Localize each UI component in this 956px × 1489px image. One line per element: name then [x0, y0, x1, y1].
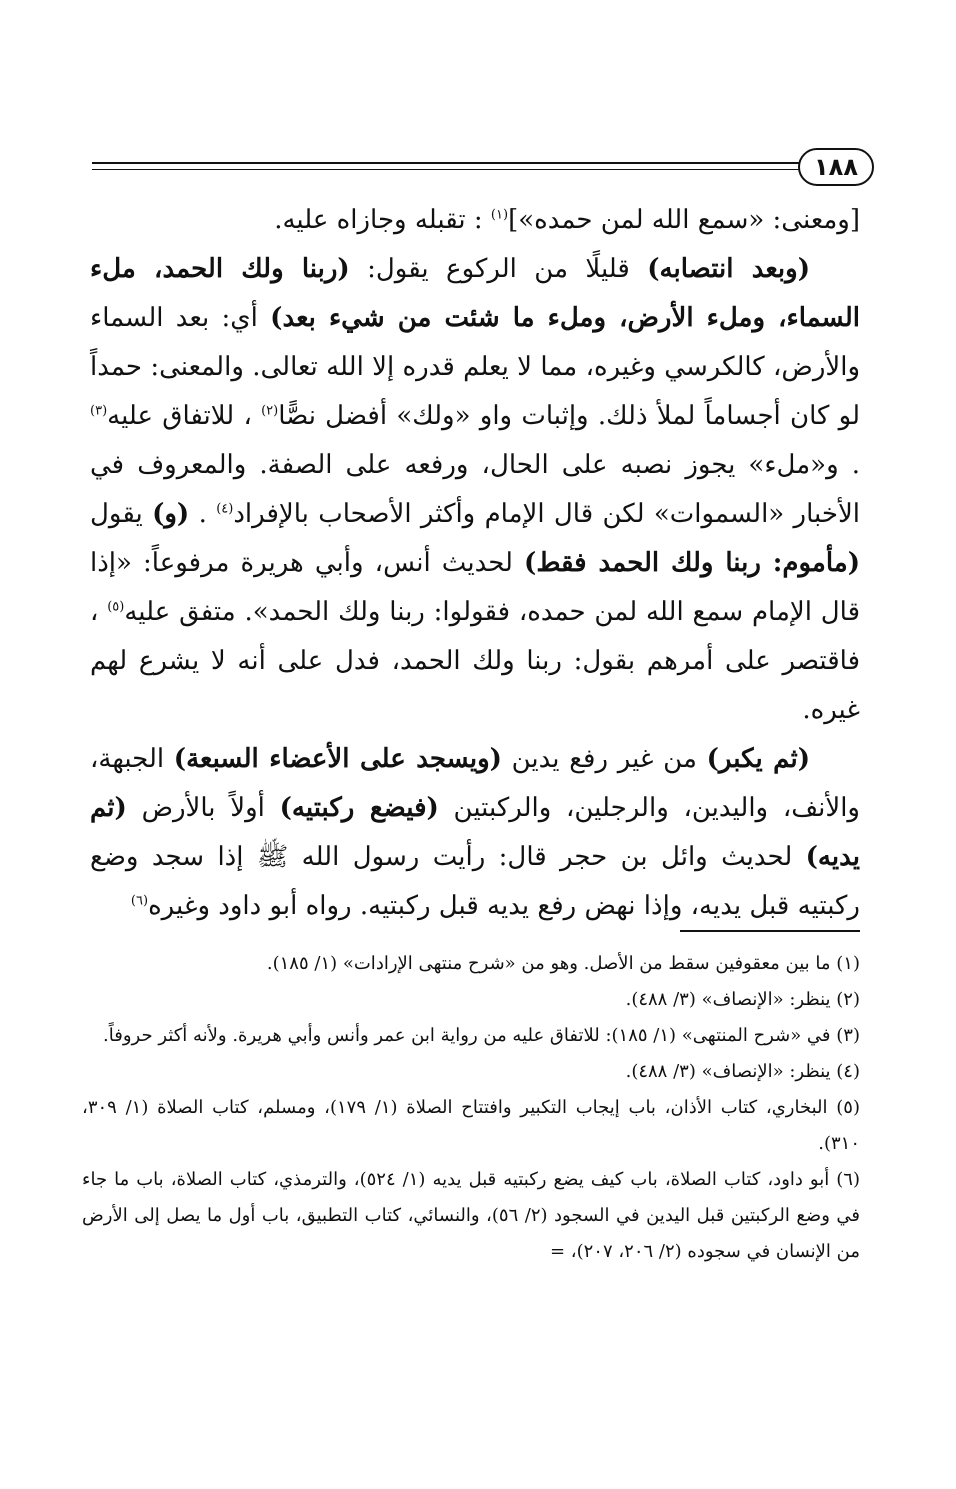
footnote-ref-5: (٥) — [107, 599, 125, 615]
bold-matn: (ربنا ولك الحمد، ملء السماء، وملء الأرض، وملء ما شئت من شيء بعد) — [90, 254, 860, 333]
footnote-4: (٤) ينظر: «الإنصاف» (٣/ ٤٨٨). — [625, 1061, 860, 1082]
text-run: . — [189, 499, 217, 529]
footnote-6: (٦) أبو داود، كتاب الصلاة، باب كيف يضع ركبتيه قبل يديه (١/ ٥٢٤)، والترمذي، كتاب الصلاة، باب ما جاء في وضع الركبتين قبل اليدين في السجود (٢/ ٥٦)، والنسائي، كتاب التطبيق، باب أول ما يصل إلى الأرض من الإنسان في سجوده (٢/ ٢٠٦، ٢٠٧)، = — [82, 1169, 860, 1262]
bold-matn: (ويسجد على الأعضاء السبعة) — [173, 744, 502, 774]
bold-matn: (فيضع ركبتيه) — [279, 793, 439, 823]
text-run: ، فاقتصر على أمرهم بقول: ربنا ولك الحمد، فدل على أنه لا يشرع لهم غيره. — [90, 597, 860, 725]
header-rule-thin — [92, 169, 802, 170]
footnote-ref-2: (٢) — [261, 403, 279, 419]
text-run: لحديث أنس، وأبي هريرة مرفوعاً: «إذا قال الإمام سمع الله لمن حمده، فقولوا: ربنا ولك الحمد». متفق عليه — [90, 548, 861, 627]
text-run: الجبهة، والأنف، واليدين، والرجلين، والركبتين — [90, 744, 860, 823]
bold-matn: (و) — [152, 499, 190, 529]
bold-matn: (ثم يكبر) — [706, 744, 810, 774]
footnote-ref-1: (١) — [490, 207, 509, 223]
text-run: أولاً بالأرض — [126, 793, 280, 823]
text-run: من غير رفع يدين — [501, 744, 707, 774]
bold-matn: (ثم يديه) — [90, 793, 860, 872]
text-run: يقول — [90, 499, 153, 529]
page-number: ١٨٨ — [798, 148, 874, 186]
main-text — [90, 196, 860, 931]
footnotes — [82, 946, 860, 1270]
text-run: : تقبله وجازاه عليه. — [274, 205, 491, 235]
footnote-ref-4: (٤) — [216, 501, 234, 517]
text-run: أي: بعد السماء والأرض، كالكرسي وغيره، مما لا يعلم قدره إلا الله تعالى. والمعنى: حمداً لو كان أجساماً لملأ ذلك. وإثبات واو «ولك» أفضل نصًّا — [90, 303, 860, 431]
footnote-2: (٢) ينظر: «الإنصاف» (٣/ ٤٨٨). — [625, 989, 860, 1010]
footnote-1: (١) ما بين معقوفين سقط من الأصل. وهو من «شرح منتهى الإرادات» (١/ ١٨٥). — [266, 953, 860, 974]
paragraph-2 — [90, 245, 860, 735]
text-run: [ومعنى: «سمع الله لمن حمده»] — [508, 205, 860, 235]
paragraph-3 — [90, 735, 860, 931]
header-rule — [92, 162, 802, 164]
footnote-ref-3: (٣) — [90, 403, 108, 419]
footnote-separator — [680, 930, 860, 932]
footnote-3: (٣) في «شرح المنتهى» (١/ ١٨٥): للاتفاق عليه من رواية ابن عمر وأنس وأبي هريرة. ولأنه أكثر حروفاً. — [103, 1025, 860, 1046]
paragraph-1 — [90, 196, 860, 245]
text-run: قليلًا من الركوع يقول: — [349, 254, 648, 284]
text-run: . و«ملء» يجوز نصبه على الحال، ورفعه على الصفة. والمعروف في الأخبار «السموات» لكن قال الإمام وأكثر الأصحاب بالإفراد — [90, 450, 861, 529]
text-run: لحديث وائل بن حجر قال: رأيت رسول الله ﷺ إذا سجد وضع ركبتيه قبل يديه، وإذا نهض رفع يديه قبل ركبتيه. رواه أبو داود وغيره — [90, 842, 860, 921]
bold-matn: (وبعد انتصابه) — [647, 254, 810, 284]
footnote-ref-6: (٦) — [130, 893, 149, 909]
text-run: ، للاتفاق عليه — [107, 401, 262, 431]
bold-matn: (مأموم: ربنا ولك الحمد فقط) — [524, 548, 860, 578]
footnote-5: (٥) البخاري، كتاب الأذان، باب إيجاب التكبير وافتتاح الصلاة (١/ ١٧٩)، ومسلم، كتاب الصلاة (١/ ٣٠٩، ٣١٠). — [82, 1097, 860, 1154]
